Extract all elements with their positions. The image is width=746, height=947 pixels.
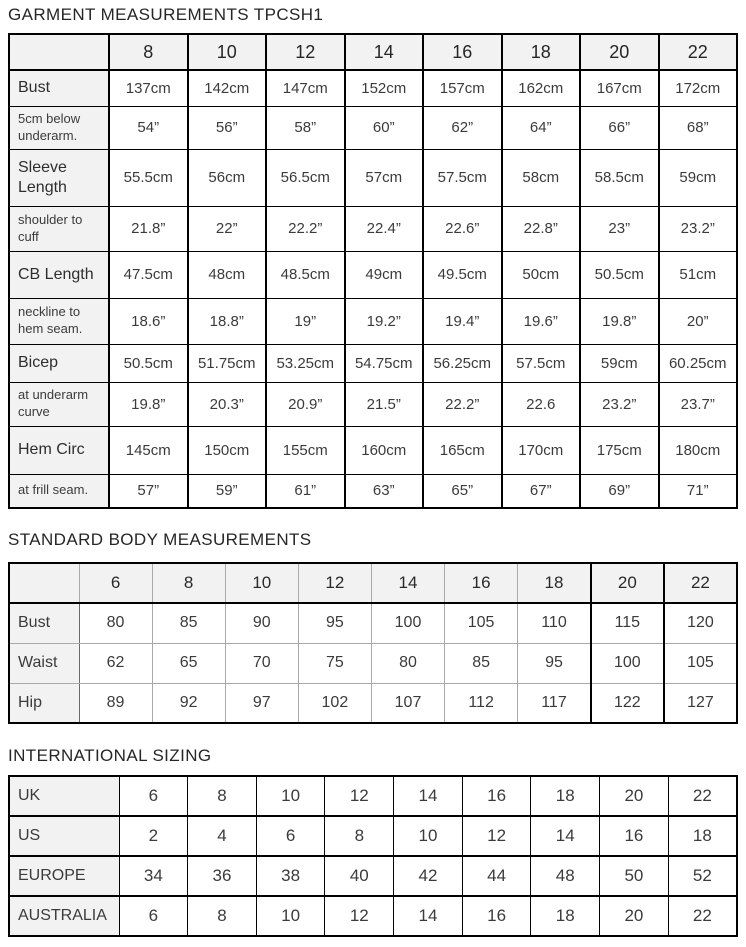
value-cell: 63” xyxy=(345,474,424,508)
size-header-cell: 10 xyxy=(225,563,298,603)
value-cell: 50cm xyxy=(502,251,581,298)
value-cell: 21.8” xyxy=(109,206,188,251)
value-cell: 90 xyxy=(225,603,298,643)
size-header-cell: 20 xyxy=(580,34,659,70)
international-sizing-title: INTERNATIONAL SIZING xyxy=(8,746,212,765)
value-cell: 152cm xyxy=(345,70,424,106)
value-cell: 85 xyxy=(445,643,518,683)
value-cell: 61” xyxy=(266,474,345,508)
value-cell: 120 xyxy=(664,603,737,643)
body-measurements-title: STANDARD BODY MEASUREMENTS xyxy=(8,530,312,549)
value-cell: 165cm xyxy=(423,426,502,474)
value-cell: 50.5cm xyxy=(580,251,659,298)
value-cell: 10 xyxy=(394,816,463,856)
value-cell: 18 xyxy=(531,776,600,816)
value-cell: 36 xyxy=(188,856,257,896)
value-cell: 68” xyxy=(659,106,738,149)
table-row xyxy=(9,474,737,508)
row-label-cell: 5cm below underarm. xyxy=(9,106,109,149)
size-header-cell: 12 xyxy=(298,563,371,603)
value-cell: 18.8” xyxy=(188,298,267,344)
table-row xyxy=(9,643,737,683)
garment-measurements-table xyxy=(8,33,738,509)
value-cell: 22.8” xyxy=(502,206,581,251)
size-header-cell: 12 xyxy=(266,34,345,70)
value-cell: 59cm xyxy=(580,344,659,382)
row-label-cell: at frill seam. xyxy=(9,474,109,508)
value-cell: 22” xyxy=(188,206,267,251)
value-cell: 23.2” xyxy=(659,206,738,251)
value-cell: 2 xyxy=(119,816,188,856)
corner-cell xyxy=(9,563,79,603)
table-row xyxy=(9,382,737,426)
value-cell: 172cm xyxy=(659,70,738,106)
value-cell: 6 xyxy=(256,816,325,856)
row-label-cell: CB Length xyxy=(9,251,109,298)
table-row xyxy=(9,856,737,896)
value-cell: 18 xyxy=(531,896,600,936)
region-label-cell: UK xyxy=(9,776,119,816)
value-cell: 60.25cm xyxy=(659,344,738,382)
value-cell: 58.5cm xyxy=(580,149,659,206)
value-cell: 6 xyxy=(119,776,188,816)
value-cell: 71” xyxy=(659,474,738,508)
size-header-cell: 20 xyxy=(591,563,664,603)
value-cell: 51.75cm xyxy=(188,344,267,382)
value-cell: 53.25cm xyxy=(266,344,345,382)
value-cell: 155cm xyxy=(266,426,345,474)
value-cell: 89 xyxy=(79,683,152,723)
value-cell: 67” xyxy=(502,474,581,508)
value-cell: 40 xyxy=(325,856,394,896)
body-table-header xyxy=(9,563,737,603)
value-cell: 20” xyxy=(659,298,738,344)
table-row xyxy=(9,776,737,816)
value-cell: 100 xyxy=(591,643,664,683)
value-cell: 34 xyxy=(119,856,188,896)
value-cell: 145cm xyxy=(109,426,188,474)
value-cell: 175cm xyxy=(580,426,659,474)
value-cell: 157cm xyxy=(423,70,502,106)
value-cell: 18 xyxy=(668,816,737,856)
value-cell: 6 xyxy=(119,896,188,936)
value-cell: 57.5cm xyxy=(423,149,502,206)
value-cell: 70 xyxy=(225,643,298,683)
value-cell: 50.5cm xyxy=(109,344,188,382)
value-cell: 122 xyxy=(591,683,664,723)
value-cell: 23.7” xyxy=(659,382,738,426)
value-cell: 56.25cm xyxy=(423,344,502,382)
size-header-cell: 6 xyxy=(79,563,152,603)
value-cell: 69” xyxy=(580,474,659,508)
value-cell: 22.2” xyxy=(423,382,502,426)
value-cell: 51cm xyxy=(659,251,738,298)
value-cell: 20 xyxy=(600,776,669,816)
value-cell: 20 xyxy=(600,896,669,936)
garment-table-title: GARMENT MEASUREMENTS TPCSH1 xyxy=(8,5,324,24)
value-cell: 10 xyxy=(256,896,325,936)
table-row xyxy=(9,603,737,643)
garment-table-body xyxy=(9,70,737,508)
value-cell: 19.4” xyxy=(423,298,502,344)
value-cell: 8 xyxy=(325,816,394,856)
size-header-cell: 8 xyxy=(152,563,225,603)
region-label-cell: US xyxy=(9,816,119,856)
value-cell: 85 xyxy=(152,603,225,643)
value-cell: 19.2” xyxy=(345,298,424,344)
value-cell: 100 xyxy=(371,603,444,643)
value-cell: 117 xyxy=(518,683,591,723)
value-cell: 48cm xyxy=(188,251,267,298)
value-cell: 19.6” xyxy=(502,298,581,344)
table-row xyxy=(9,106,737,149)
value-cell: 20.9” xyxy=(266,382,345,426)
value-cell: 170cm xyxy=(502,426,581,474)
row-label-cell: Waist xyxy=(9,643,79,683)
value-cell: 23” xyxy=(580,206,659,251)
row-label-cell: Bust xyxy=(9,70,109,106)
value-cell: 162cm xyxy=(502,70,581,106)
size-header-cell: 22 xyxy=(664,563,737,603)
value-cell: 56cm xyxy=(188,149,267,206)
row-label-cell: Bicep xyxy=(9,344,109,382)
value-cell: 12 xyxy=(325,896,394,936)
table-row xyxy=(9,683,737,723)
table-row xyxy=(9,344,737,382)
value-cell: 14 xyxy=(394,776,463,816)
value-cell: 49.5cm xyxy=(423,251,502,298)
value-cell: 52 xyxy=(668,856,737,896)
value-cell: 80 xyxy=(79,603,152,643)
value-cell: 95 xyxy=(518,643,591,683)
value-cell: 65” xyxy=(423,474,502,508)
value-cell: 59” xyxy=(188,474,267,508)
row-label-cell: neckline to hem seam. xyxy=(9,298,109,344)
corner-cell xyxy=(9,34,109,70)
value-cell: 16 xyxy=(462,776,531,816)
value-cell: 58” xyxy=(266,106,345,149)
value-cell: 105 xyxy=(445,603,518,643)
value-cell: 57” xyxy=(109,474,188,508)
value-cell: 22 xyxy=(668,896,737,936)
value-cell: 102 xyxy=(298,683,371,723)
value-cell: 8 xyxy=(188,896,257,936)
size-header-cell: 14 xyxy=(345,34,424,70)
value-cell: 112 xyxy=(445,683,518,723)
value-cell: 75 xyxy=(298,643,371,683)
table-row xyxy=(9,816,737,856)
value-cell: 57.5cm xyxy=(502,344,581,382)
row-label-cell: shoulder to cuff xyxy=(9,206,109,251)
value-cell: 48.5cm xyxy=(266,251,345,298)
value-cell: 127 xyxy=(664,683,737,723)
value-cell: 19.8” xyxy=(109,382,188,426)
value-cell: 95 xyxy=(298,603,371,643)
size-header-cell: 16 xyxy=(445,563,518,603)
value-cell: 22.6” xyxy=(423,206,502,251)
value-cell: 57cm xyxy=(345,149,424,206)
value-cell: 80 xyxy=(371,643,444,683)
value-cell: 105 xyxy=(664,643,737,683)
value-cell: 62 xyxy=(79,643,152,683)
international-sizing-table xyxy=(8,775,738,937)
value-cell: 48 xyxy=(531,856,600,896)
value-cell: 58cm xyxy=(502,149,581,206)
value-cell: 50 xyxy=(600,856,669,896)
size-header-cell: 22 xyxy=(659,34,738,70)
row-label-cell: Bust xyxy=(9,603,79,643)
body-table-body xyxy=(9,603,737,723)
value-cell: 22.2” xyxy=(266,206,345,251)
row-label-cell: Sleeve Length xyxy=(9,149,109,206)
value-cell: 54” xyxy=(109,106,188,149)
value-cell: 44 xyxy=(462,856,531,896)
value-cell: 4 xyxy=(188,816,257,856)
value-cell: 19” xyxy=(266,298,345,344)
value-cell: 47.5cm xyxy=(109,251,188,298)
value-cell: 66” xyxy=(580,106,659,149)
value-cell: 16 xyxy=(600,816,669,856)
value-cell: 97 xyxy=(225,683,298,723)
value-cell: 64” xyxy=(502,106,581,149)
value-cell: 92 xyxy=(152,683,225,723)
value-cell: 167cm xyxy=(580,70,659,106)
value-cell: 60” xyxy=(345,106,424,149)
value-cell: 18.6” xyxy=(109,298,188,344)
table-row xyxy=(9,149,737,206)
value-cell: 42 xyxy=(394,856,463,896)
value-cell: 21.5” xyxy=(345,382,424,426)
value-cell: 56” xyxy=(188,106,267,149)
intl-table-body xyxy=(9,776,737,936)
value-cell: 142cm xyxy=(188,70,267,106)
row-label-cell: Hip xyxy=(9,683,79,723)
value-cell: 180cm xyxy=(659,426,738,474)
value-cell: 137cm xyxy=(109,70,188,106)
size-header-cell: 18 xyxy=(502,34,581,70)
table-row xyxy=(9,896,737,936)
value-cell: 20.3” xyxy=(188,382,267,426)
value-cell: 49cm xyxy=(345,251,424,298)
region-label-cell: AUSTRALIA xyxy=(9,896,119,936)
value-cell: 8 xyxy=(188,776,257,816)
value-cell: 65 xyxy=(152,643,225,683)
value-cell: 22.4” xyxy=(345,206,424,251)
value-cell: 19.8” xyxy=(580,298,659,344)
table-row xyxy=(9,206,737,251)
value-cell: 38 xyxy=(256,856,325,896)
table-row xyxy=(9,426,737,474)
size-header-cell: 8 xyxy=(109,34,188,70)
value-cell: 23.2” xyxy=(580,382,659,426)
value-cell: 147cm xyxy=(266,70,345,106)
garment-table-header xyxy=(9,34,737,70)
table-row xyxy=(9,251,737,298)
value-cell: 14 xyxy=(531,816,600,856)
size-header-cell: 14 xyxy=(371,563,444,603)
standard-body-measurements-table xyxy=(8,562,738,724)
value-cell: 59cm xyxy=(659,149,738,206)
value-cell: 22.6 xyxy=(502,382,581,426)
value-cell: 12 xyxy=(325,776,394,816)
size-header-cell: 10 xyxy=(188,34,267,70)
value-cell: 54.75cm xyxy=(345,344,424,382)
row-label-cell: at underarm curve xyxy=(9,382,109,426)
value-cell: 107 xyxy=(371,683,444,723)
value-cell: 150cm xyxy=(188,426,267,474)
region-label-cell: EUROPE xyxy=(9,856,119,896)
value-cell: 110 xyxy=(518,603,591,643)
row-label-cell: Hem Circ xyxy=(9,426,109,474)
value-cell: 62” xyxy=(423,106,502,149)
value-cell: 160cm xyxy=(345,426,424,474)
value-cell: 55.5cm xyxy=(109,149,188,206)
size-header-cell: 18 xyxy=(518,563,591,603)
value-cell: 22 xyxy=(668,776,737,816)
value-cell: 14 xyxy=(394,896,463,936)
value-cell: 115 xyxy=(591,603,664,643)
value-cell: 10 xyxy=(256,776,325,816)
table-row xyxy=(9,70,737,106)
value-cell: 16 xyxy=(462,896,531,936)
value-cell: 56.5cm xyxy=(266,149,345,206)
table-row xyxy=(9,298,737,344)
value-cell: 12 xyxy=(462,816,531,856)
size-header-cell: 16 xyxy=(423,34,502,70)
